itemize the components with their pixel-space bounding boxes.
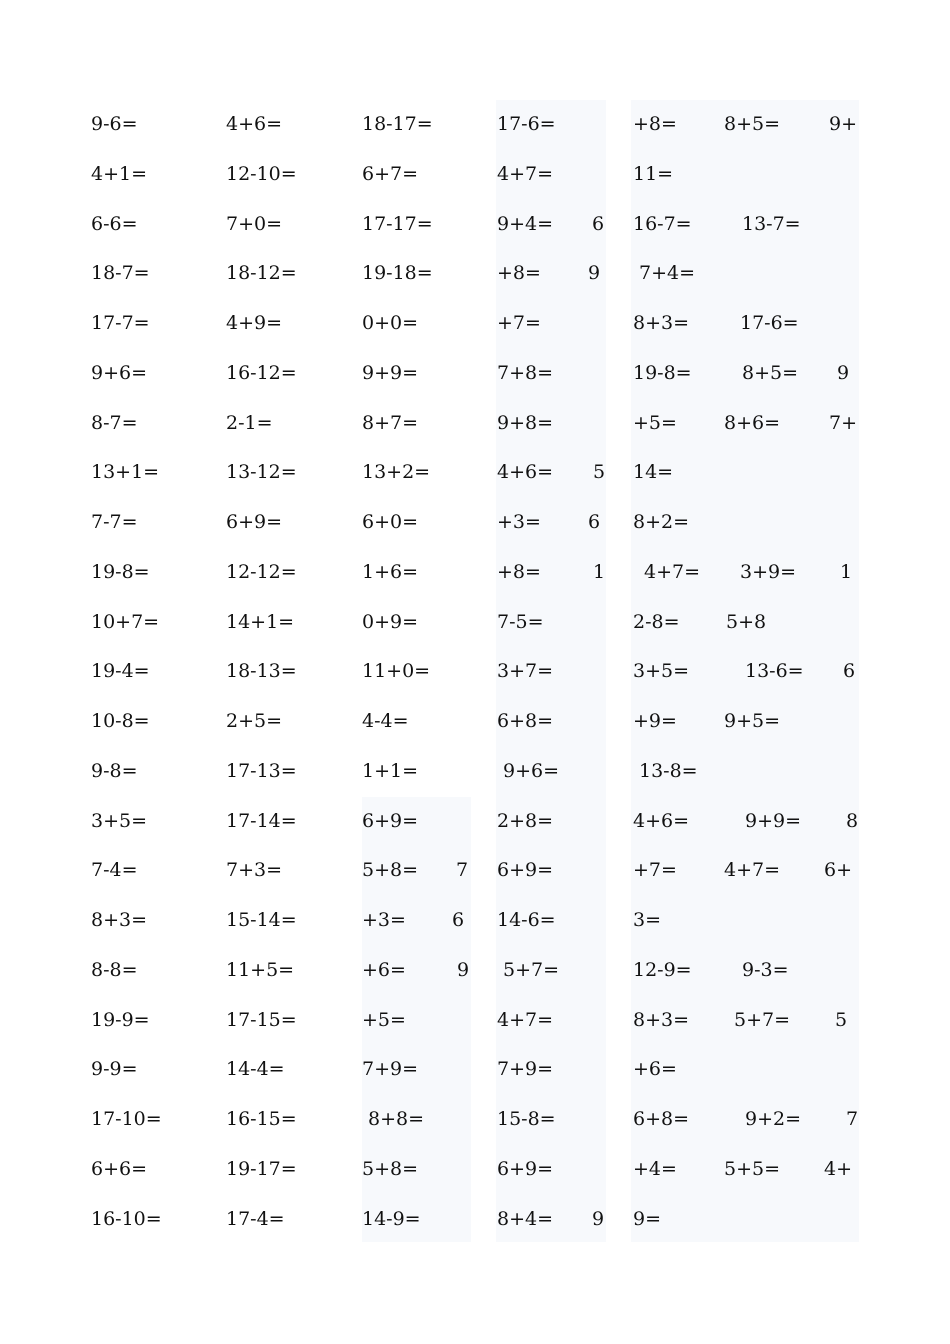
problem-cell: +6=: [362, 958, 406, 981]
problem-cell: +6=: [633, 1058, 677, 1081]
problem-cell: 10-8=: [91, 710, 150, 732]
problem-cell: 17-15=: [226, 1008, 297, 1031]
problem-cell: 8+3=: [633, 1008, 690, 1031]
problem-row: [0, 461, 950, 511]
problem-cell: +5=: [633, 411, 677, 434]
problem-row: [0, 163, 950, 213]
problem-cell: 1: [593, 560, 606, 583]
problem-cell: 4+: [824, 1157, 853, 1180]
problem-cell: 6+: [824, 859, 853, 882]
problem-cell: 13+1=: [91, 461, 160, 484]
problem-cell: 9: [592, 1207, 605, 1230]
problem-cell: 9+5=: [724, 710, 781, 732]
problem-cell: 12-10=: [226, 162, 297, 185]
problem-cell: 18-7=: [91, 262, 150, 285]
problem-cell: 7-7=: [91, 511, 138, 533]
problem-cell: 8+3=: [633, 312, 690, 334]
problem-cell: 4+6=: [497, 461, 554, 484]
problem-cell: 6+8=: [497, 710, 554, 732]
problem-cell: 7+9=: [497, 1058, 554, 1081]
problem-cell: 6: [843, 660, 856, 683]
problem-cell: 0+9=: [362, 610, 419, 633]
problem-cell: 2-8=: [633, 610, 680, 633]
problem-row: [0, 1108, 950, 1158]
problem-row: [0, 1009, 950, 1059]
problem-cell: 8-7=: [91, 411, 138, 434]
problem-cell: 17-7=: [91, 312, 150, 334]
problem-cell: 8-8=: [91, 958, 138, 981]
problem-cell: 17-6=: [497, 113, 556, 135]
problem-cell: 8+5=: [742, 361, 799, 384]
problem-cell: 18-17=: [362, 113, 433, 135]
problem-cell: 4-4=: [362, 710, 409, 732]
problem-cell: 6+8=: [633, 1108, 690, 1130]
problem-row: [0, 710, 950, 760]
problem-cell: 12-12=: [226, 560, 297, 583]
problem-cell: 2+5=: [226, 710, 283, 732]
problem-row: [0, 810, 950, 860]
problem-cell: +9=: [633, 710, 677, 732]
problem-cell: 13-6=: [745, 660, 804, 683]
problem-cell: 1: [840, 560, 853, 583]
problem-row: [0, 262, 950, 312]
problem-cell: 12-9=: [633, 958, 692, 981]
problem-cell: 1+1=: [362, 759, 419, 782]
problem-cell: 7-4=: [91, 859, 138, 882]
problem-cell: 3=: [633, 909, 662, 931]
problem-cell: +4=: [633, 1157, 677, 1180]
problem-cell: +8=: [497, 560, 541, 583]
problem-cell: 9=: [633, 1207, 662, 1230]
problem-cell: 19-8=: [633, 361, 692, 384]
problem-cell: 4+6=: [633, 809, 690, 832]
problem-cell: 7+8=: [497, 361, 554, 384]
problem-cell: 5+7=: [734, 1008, 791, 1031]
problem-cell: 15-14=: [226, 909, 297, 931]
problem-cell: 2-1=: [226, 411, 273, 434]
problem-cell: 14=: [633, 461, 674, 484]
problem-cell: 14+1=: [226, 610, 295, 633]
problem-cell: 1+6=: [362, 560, 419, 583]
problem-cell: 13-12=: [226, 461, 297, 484]
problem-cell: 3+9=: [740, 560, 797, 583]
problem-cell: 5: [835, 1008, 848, 1031]
problem-cell: 6: [592, 212, 605, 235]
problem-cell: 8+2=: [633, 511, 690, 533]
problem-cell: 16-10=: [91, 1207, 162, 1230]
problem-cell: 9: [837, 361, 850, 384]
problem-cell: 9+8=: [497, 411, 554, 434]
problem-cell: +8=: [497, 262, 541, 285]
problem-row: [0, 312, 950, 362]
problem-row: [0, 1208, 950, 1258]
problem-cell: 9-6=: [91, 113, 138, 135]
problem-cell: 11+0=: [362, 660, 431, 683]
problem-cell: 8+6=: [724, 411, 781, 434]
problem-cell: 5+8: [726, 610, 767, 633]
problem-cell: 6+9=: [362, 809, 419, 832]
problem-row: [0, 113, 950, 163]
problem-cell: 8+8=: [368, 1108, 425, 1130]
problem-cell: 13-7=: [742, 212, 801, 235]
problem-row: [0, 859, 950, 909]
problem-cell: 19-8=: [91, 560, 150, 583]
problem-cell: 9+9=: [362, 361, 419, 384]
problem-cell: 6: [588, 511, 601, 533]
problem-row: [0, 362, 950, 412]
problem-cell: 6-6=: [91, 212, 138, 235]
problem-cell: 8+4=: [497, 1207, 554, 1230]
problem-cell: 7: [456, 859, 469, 882]
problem-cell: 15-8=: [497, 1108, 556, 1130]
problem-cell: 13-8=: [639, 759, 698, 782]
problem-row: [0, 1058, 950, 1108]
problem-row: [0, 909, 950, 959]
problem-row: [0, 660, 950, 710]
problem-cell: 9+9=: [745, 809, 802, 832]
problem-cell: 2+8=: [497, 809, 554, 832]
problem-cell: 7+3=: [226, 859, 283, 882]
problem-cell: 5+8=: [362, 1157, 419, 1180]
problem-cell: 7+9=: [362, 1058, 419, 1081]
problem-cell: 6+9=: [497, 859, 554, 882]
problem-row: [0, 412, 950, 462]
problem-cell: +7=: [633, 859, 677, 882]
problem-cell: 4+6=: [226, 113, 283, 135]
problem-cell: 4+7=: [644, 560, 701, 583]
problem-cell: 6+9=: [226, 511, 283, 533]
problem-cell: 9-3=: [742, 958, 789, 981]
problem-cell: 17-17=: [362, 212, 433, 235]
problem-cell: 9+2=: [745, 1108, 802, 1130]
problem-cell: 5+7=: [503, 958, 560, 981]
problem-cell: 4+1=: [91, 162, 148, 185]
problem-cell: 17-6=: [740, 312, 799, 334]
problem-cell: 5+8=: [362, 859, 419, 882]
problem-cell: 17-4=: [226, 1207, 285, 1230]
problem-row: [0, 561, 950, 611]
problem-cell: 5: [593, 461, 606, 484]
problem-row: [0, 1158, 950, 1208]
problem-cell: 19-17=: [226, 1157, 297, 1180]
problem-cell: 7+0=: [226, 212, 283, 235]
problem-cell: 9-8=: [91, 759, 138, 782]
problem-cell: 17-10=: [91, 1108, 162, 1130]
problem-cell: 4+7=: [497, 1008, 554, 1031]
problem-cell: 19-9=: [91, 1008, 150, 1031]
problem-row: [0, 959, 950, 1009]
problem-cell: 8+7=: [362, 411, 419, 434]
problem-cell: 6+0=: [362, 511, 419, 533]
problem-cell: 9+6=: [503, 759, 560, 782]
problem-cell: 11+5=: [226, 958, 295, 981]
problem-cell: 10+7=: [91, 610, 160, 633]
problem-cell: 9: [588, 262, 601, 285]
problem-cell: +5=: [362, 1008, 406, 1031]
problem-cell: 17-13=: [226, 759, 297, 782]
problem-cell: 7: [846, 1108, 859, 1130]
problem-cell: 3+7=: [497, 660, 554, 683]
problem-cell: +8=: [633, 113, 677, 135]
problem-cell: +7=: [497, 312, 541, 334]
problem-cell: 16-15=: [226, 1108, 297, 1130]
problem-cell: 9: [457, 958, 470, 981]
problem-cell: 14-4=: [226, 1058, 285, 1081]
problem-cell: 9-9=: [91, 1058, 138, 1081]
problem-cell: 8+3=: [91, 909, 148, 931]
problem-cell: 3+5=: [91, 809, 148, 832]
problem-cell: 19-4=: [91, 660, 150, 683]
problem-row: [0, 213, 950, 263]
problem-cell: 18-12=: [226, 262, 297, 285]
problem-cell: 9+6=: [91, 361, 148, 384]
problem-cell: 13+2=: [362, 461, 431, 484]
problem-cell: +3=: [497, 511, 541, 533]
problem-cell: 9+4=: [497, 212, 554, 235]
problem-cell: 4+7=: [724, 859, 781, 882]
problem-cell: 16-12=: [226, 361, 297, 384]
problem-cell: 14-6=: [497, 909, 556, 931]
problem-cell: 7+4=: [639, 262, 696, 285]
problem-cell: 14-9=: [362, 1207, 421, 1230]
problem-row: [0, 611, 950, 661]
problem-cell: 19-18=: [362, 262, 433, 285]
problem-cell: 11=: [633, 162, 674, 185]
problem-cell: 4+9=: [226, 312, 283, 334]
problem-cell: 18-13=: [226, 660, 297, 683]
problem-cell: 0+0=: [362, 312, 419, 334]
problem-row: [0, 511, 950, 561]
problem-cell: 16-7=: [633, 212, 692, 235]
problem-cell: 7+: [829, 411, 858, 434]
problem-cell: 6+9=: [497, 1157, 554, 1180]
problem-cell: 7-5=: [497, 610, 544, 633]
problem-cell: 6+7=: [362, 162, 419, 185]
problem-cell: 8: [846, 809, 859, 832]
problem-cell: 5+5=: [724, 1157, 781, 1180]
problem-cell: 6: [452, 909, 465, 931]
problem-cell: 4+7=: [497, 162, 554, 185]
problem-cell: 17-14=: [226, 809, 297, 832]
problem-cell: 3+5=: [633, 660, 690, 683]
problem-cell: +3=: [362, 909, 406, 931]
problem-cell: 9+: [829, 113, 858, 135]
problem-cell: 8+5=: [724, 113, 781, 135]
problem-row: [0, 760, 950, 810]
problem-cell: 6+6=: [91, 1157, 148, 1180]
